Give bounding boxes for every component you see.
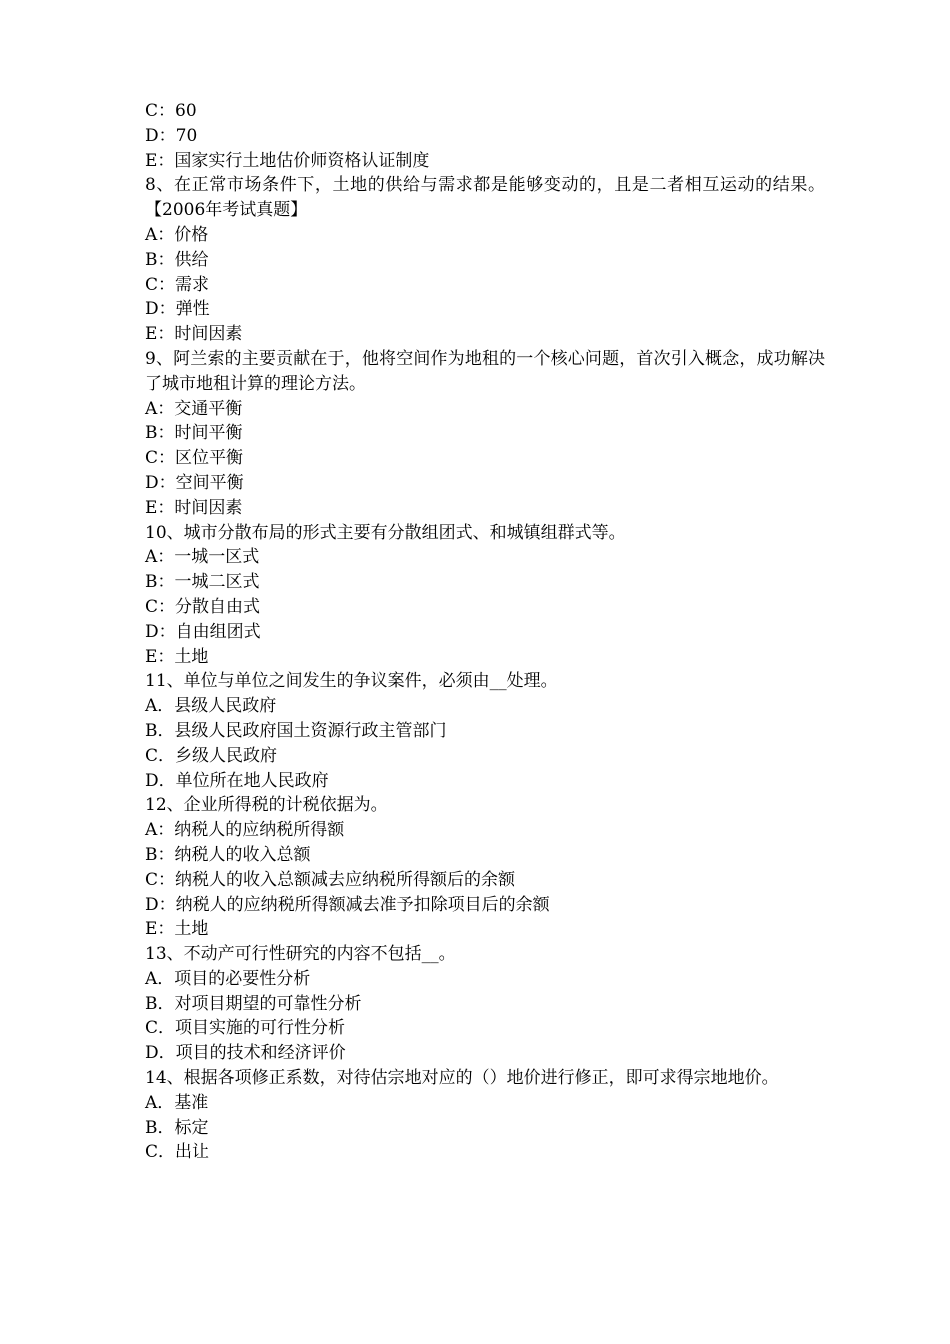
q9-option-a: A：交通平衡 [145,398,243,419]
option-d-70: D：70 [145,125,198,146]
q11-option-b: B．县级人民政府国土资源行政主管部门 [145,720,447,741]
option-c-60: C：60 [145,101,197,121]
q8-option-a: A：价格 [145,224,209,245]
q8-option-c: C：需求 [145,274,210,295]
question-11: 11、单位与单位之间发生的争议案件，必须由__处理。 [145,671,558,692]
question-13: 13、不动产可行性研究的内容不包括__。 [145,944,456,965]
question-14: 14、根据各项修正系数，对待估宗地对应的（）地价进行修正，即可求得宗地地价。 [145,1068,779,1089]
q10-option-c: C：分散自由式 [145,596,261,617]
q10-option-b: B：一城二区式 [145,572,260,593]
question-9: 9、阿兰索的主要贡献在于，他将空间作为地租的一个核心问题，首次引入概念，成功解决了城市地租计算的理论方法。 [145,348,825,394]
q13-option-d: D．项目的技术和经济评价 [145,1043,346,1064]
question-10: 10、城市分散布局的形式主要有分散组团式、和城镇组群式等。 [145,522,626,543]
q9-option-e: E：时间因素 [145,497,243,518]
q9-option-d: D：空间平衡 [145,472,244,493]
option-e-certification: E：国家实行土地估价师资格认证制度 [145,150,430,171]
q13-option-a: A．项目的必要性分析 [145,968,311,989]
q12-option-c: C：纳税人的收入总额减去应纳税所得额后的余额 [145,869,516,890]
q10-option-a: A：一城一区式 [145,547,260,568]
q8-option-e: E：时间因素 [145,324,243,345]
q11-option-d: D．单位所在地人民政府 [145,770,329,791]
q9-option-c: C：区位平衡 [145,448,244,469]
q8-option-d: D：弹性 [145,299,210,320]
q11-option-c: C．乡级人民政府 [145,745,278,766]
question-8: 8、在正常市场条件下，土地的供给与需求都是能够变动的，且是二者相互运动的结果。【2006年考试真题】 [145,175,825,221]
q12-option-a: A：纳税人的应纳税所得额 [145,820,345,841]
q14-option-c: C．出让 [145,1142,210,1163]
q14-option-a: A．基准 [145,1092,209,1113]
q8-option-b: B：供给 [145,249,209,270]
q11-option-a: A．县级人民政府 [145,696,277,717]
document-body [145,99,825,1165]
q14-option-b: B．标定 [145,1117,209,1138]
q10-option-e: E：土地 [145,646,209,667]
q12-option-e: E：土地 [145,919,209,940]
q9-option-b: B：时间平衡 [145,423,243,444]
q13-option-b: B．对项目期望的可靠性分析 [145,993,362,1014]
q12-option-b: B：纳税人的收入总额 [145,844,311,865]
q10-option-d: D：自由组团式 [145,621,261,642]
question-12: 12、企业所得税的计税依据为。 [145,795,388,816]
q12-option-d: D：纳税人的应纳税所得额减去准予扣除项目后的余额 [145,894,550,915]
q13-option-c: C．项目实施的可行性分析 [145,1018,346,1039]
